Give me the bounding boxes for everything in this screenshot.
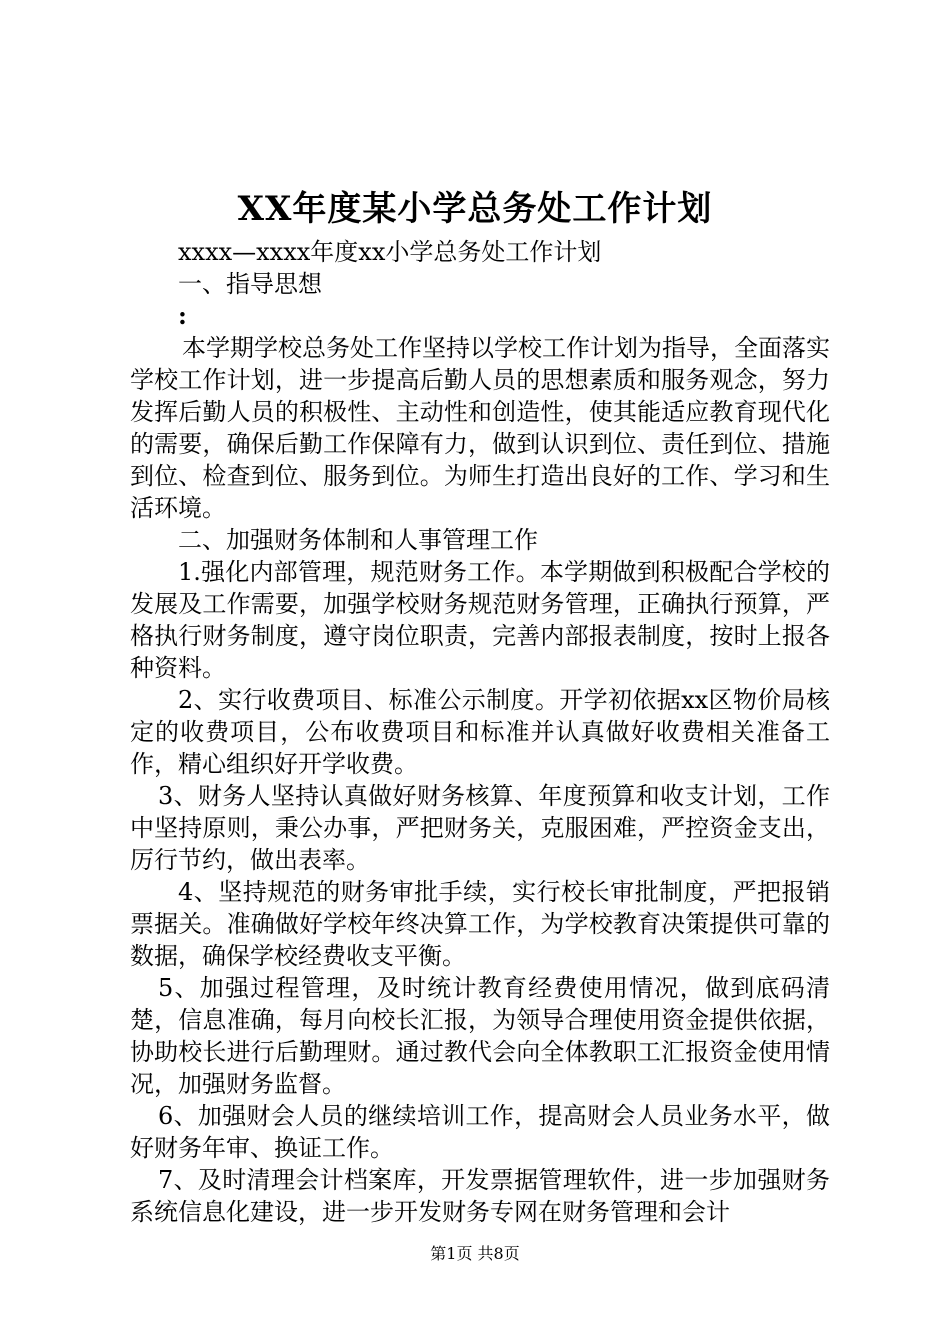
colon-line: : xyxy=(178,301,187,330)
list-item-paragraph: 1.强化内部管理，规范财务工作。本学期做到积极配合学校的发展及工作需要，加强学校财务规范财务管理，正确执行预算，严格执行财务制度，遵守岗位职责，完善内部报表制度，按时上报各种资料。 xyxy=(130,558,830,682)
body-paragraph: 本学期学校总务处工作坚持以学校工作计划为指导，全面落实学校工作计划，进一步提高后勤人员的思想素质和服务观念，努力发挥后勤人员的积极性、主动性和创造性，使其能适应教育现代化的需要，确保后勤工作保障有力，做到认识到位、责任到位、措施到位、检查到位、服务到位。为师生打造出良好的工作、学习和生活环境。 xyxy=(130,334,830,522)
section-heading-finance: 二、加强财务体制和人事管理工作 xyxy=(178,526,538,554)
list-item-paragraph: 4、坚持规范的财务审批手续，实行校长审批制度，严把报销票据关。准确做好学校年终决算工作，为学校教育决策提供可靠的数据，确保学校经费收支平衡。 xyxy=(130,878,830,970)
list-item-paragraph: 2、实行收费项目、标准公示制度。开学初依据xx区物价局核定的收费项目，公布收费项目和标准并认真做好收费相关准备工作，精心组织好开学收费。 xyxy=(130,686,830,778)
list-item-paragraph: 6、加强财会人员的继续培训工作，提高财会人员业务水平，做好财务年审、换证工作。 xyxy=(130,1102,830,1162)
document-title: XX年度某小学总务处工作计划 xyxy=(237,189,713,229)
document-body xyxy=(130,236,830,1228)
list-item-paragraph: 3、财务人坚持认真做好财务核算、年度预算和收支计划，工作中坚持原则，秉公办事，严把财务关，克服困难，严控资金支出，厉行节约，做出表率。 xyxy=(130,782,830,874)
subtitle-paragraph: xxxx—xxxx年度xx小学总务处工作计划 xyxy=(178,238,602,266)
list-item-paragraph: 7、及时清理会计档案库，开发票据管理软件，进一步加强财务系统信息化建设，进一步开发财务专网在财务管理和会计 xyxy=(130,1166,830,1226)
section-heading-guiding-ideology: 一、指导思想 xyxy=(178,270,322,298)
page-number-footer: 第1页 共8页 xyxy=(430,1244,520,1263)
list-item-paragraph: 5、加强过程管理，及时统计教育经费使用情况，做到底码清楚，信息准确，每月向校长汇报，为领导合理使用资金提供依据，协助校长进行后勤理财。通过教代会向全体教职工汇报资金使用情况，加强财务监督。 xyxy=(130,974,830,1098)
